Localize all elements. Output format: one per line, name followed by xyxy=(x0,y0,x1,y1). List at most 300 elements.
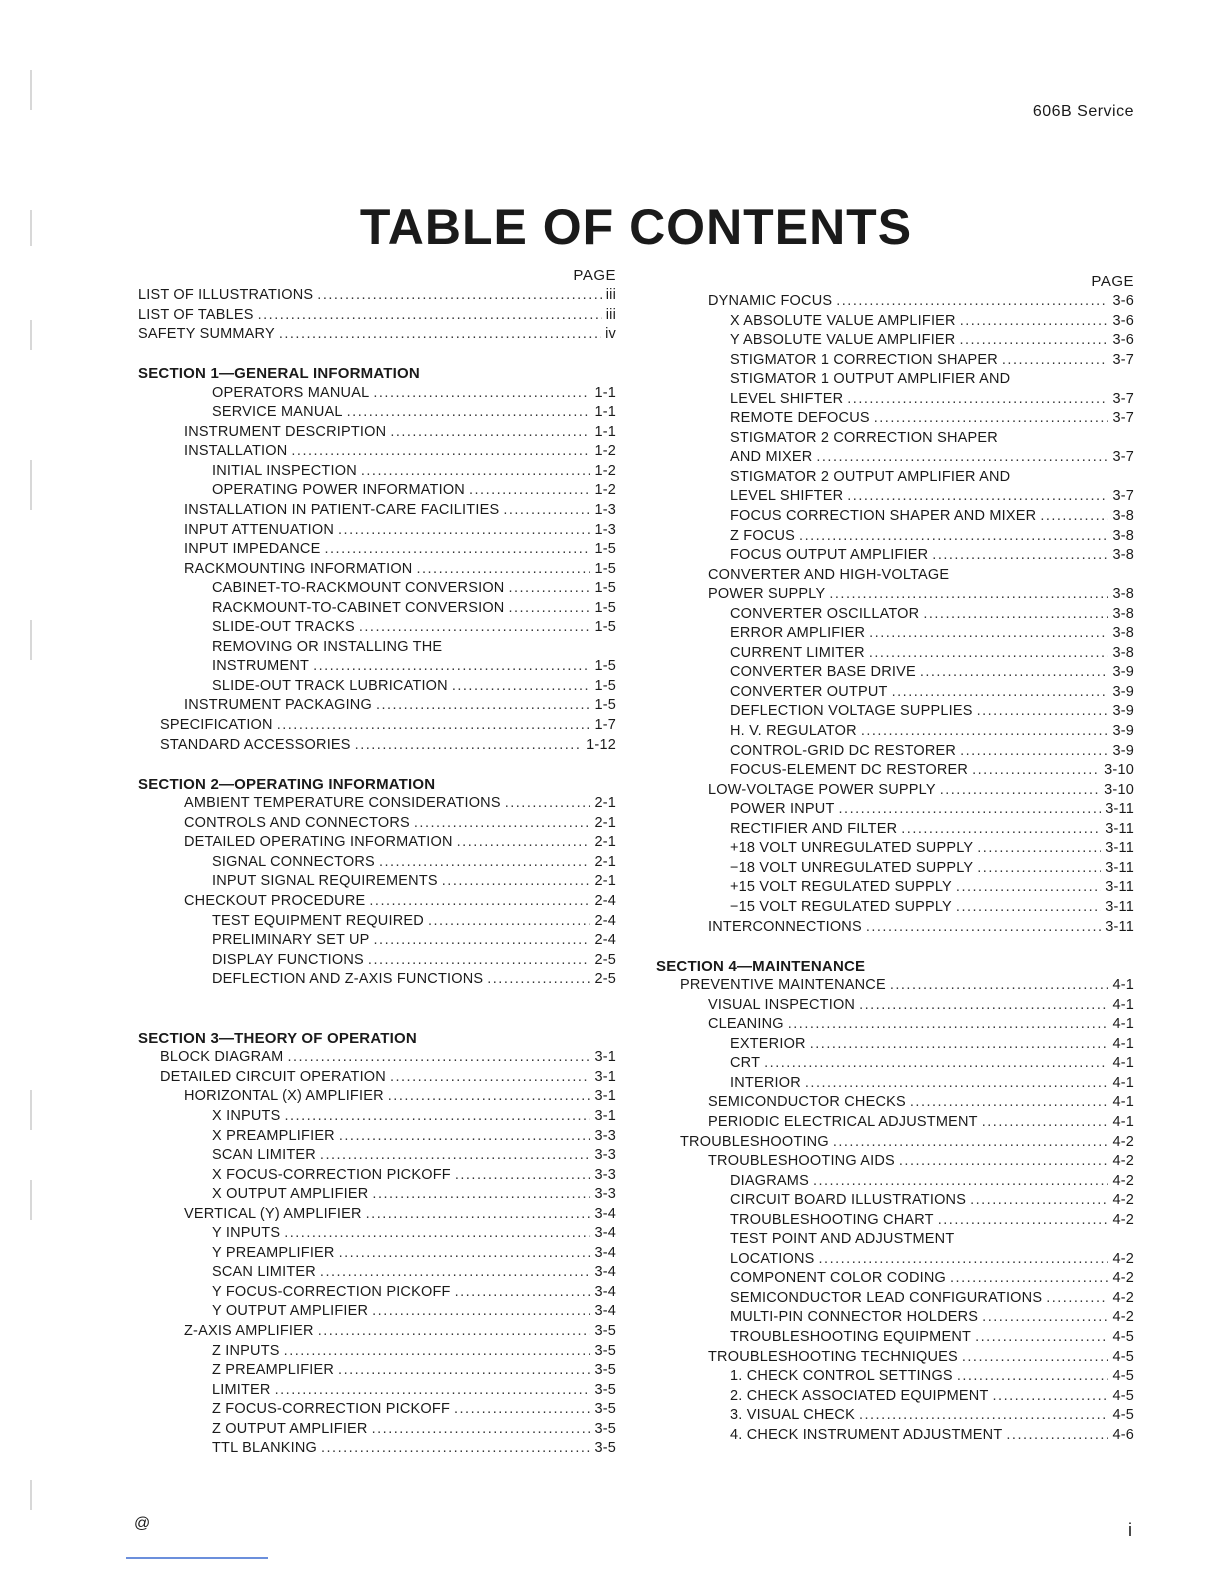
toc-section-heading xyxy=(134,775,616,795)
toc-entry-page: 3-9 xyxy=(1112,703,1134,720)
toc-entry-title: DETAILED OPERATING INFORMATION xyxy=(184,834,453,851)
toc-entry-title: DETAILED CIRCUIT OPERATION xyxy=(160,1068,386,1085)
toc-entry-page: 4-1 xyxy=(1112,1035,1134,1052)
toc-entry-title: SEMICONDUCTOR LEAD CONFIGURATIONS xyxy=(730,1289,1043,1306)
dot-leader xyxy=(388,1087,591,1107)
toc-entry-page: 3-11 xyxy=(1105,879,1134,896)
dot-leader xyxy=(960,742,1108,762)
toc-entry-page: 3-4 xyxy=(594,1264,616,1281)
toc-entry-title: REMOTE DEFOCUS xyxy=(730,410,870,427)
dot-leader xyxy=(977,839,1101,859)
toc-entry-title: CHECKOUT PROCEDURE xyxy=(184,892,366,909)
toc-entry xyxy=(630,996,1134,1016)
toc-entry xyxy=(134,481,616,501)
dot-leader xyxy=(956,898,1101,918)
toc-entry-page: 2-1 xyxy=(594,795,616,812)
toc-entry-title: X INPUTS xyxy=(212,1107,281,1124)
dot-leader xyxy=(982,1308,1108,1328)
toc-entry xyxy=(630,1328,1134,1348)
toc-entry xyxy=(630,742,1134,762)
toc-entry-title: TROUBLESHOOTING TECHNIQUES xyxy=(708,1348,958,1365)
toc-entry-page: 3-7 xyxy=(1112,488,1134,505)
toc-entry xyxy=(630,800,1134,820)
dot-leader xyxy=(847,390,1108,410)
dot-leader xyxy=(938,1211,1109,1231)
toc-entry-title: TROUBLESHOOTING CHART xyxy=(730,1211,934,1228)
toc-entry xyxy=(630,1133,1134,1153)
toc-entry-title: CONVERTER AND HIGH-VOLTAGE xyxy=(708,566,950,583)
toc-entry-title: MULTI-PIN CONNECTOR HOLDERS xyxy=(730,1309,979,1326)
toc-entry-title: BLOCK DIAGRAM xyxy=(160,1049,284,1066)
toc-entry-page: 3-5 xyxy=(594,1381,616,1398)
toc-entry-page: 3-5 xyxy=(594,1322,616,1339)
spacer xyxy=(134,755,616,775)
toc-entry-title: FOCUS OUTPUT AMPLIFIER xyxy=(730,547,929,564)
toc-entry-page: 1-12 xyxy=(586,736,616,753)
dot-leader xyxy=(339,1127,591,1147)
toc-entry xyxy=(134,892,616,912)
dot-leader xyxy=(372,1185,590,1205)
toc-entry xyxy=(630,1152,1134,1172)
toc-entry-title: DEFLECTION VOLTAGE SUPPLIES xyxy=(730,703,973,720)
toc-right-column xyxy=(630,272,1134,1445)
toc-entry-title: SLIDE-OUT TRACK LUBRICATION xyxy=(212,677,448,694)
toc-entry-page: 1-7 xyxy=(594,717,616,734)
toc-entry xyxy=(134,540,616,560)
toc-entry xyxy=(134,384,616,404)
toc-entry-title: RACKMOUNT-TO-CABINET CONVERSION xyxy=(212,599,505,616)
toc-entry-page: 1-1 xyxy=(594,384,616,401)
toc-entry-title: X FOCUS-CORRECTION PICKOFF xyxy=(212,1166,451,1183)
toc-entry xyxy=(630,1289,1134,1309)
toc-entry-title: TTL BLANKING xyxy=(212,1440,317,1457)
toc-entry xyxy=(134,599,616,619)
toc-entry-title: SCAN LIMITER xyxy=(212,1147,316,1164)
toc-entry xyxy=(630,1015,1134,1035)
toc-entry xyxy=(630,722,1134,742)
dot-leader xyxy=(505,794,591,814)
toc-entry xyxy=(134,853,616,873)
toc-entry-title: DYNAMIC FOCUS xyxy=(708,293,833,309)
toc-entry xyxy=(630,605,1134,625)
dot-leader xyxy=(950,1269,1108,1289)
toc-entry-page: 4-6 xyxy=(1112,1426,1134,1443)
toc-entry xyxy=(630,702,1134,722)
dot-leader xyxy=(508,599,590,619)
toc-entry-title: PREVENTIVE MAINTENANCE xyxy=(680,977,886,994)
toc-entry-page: 1-3 xyxy=(594,521,616,538)
dot-leader xyxy=(469,481,590,501)
toc-entry-title: CABINET-TO-RACKMOUNT CONVERSION xyxy=(212,580,505,597)
toc-entry-page: iii xyxy=(605,306,616,323)
toc-entry xyxy=(630,409,1134,429)
toc-entry-page: 3-11 xyxy=(1105,859,1134,876)
dot-leader xyxy=(764,1054,1108,1074)
toc-entry-page: 3-3 xyxy=(594,1127,616,1144)
dot-leader xyxy=(455,1283,591,1303)
dot-leader xyxy=(810,1035,1109,1055)
toc-entry-page: 3-4 xyxy=(594,1205,616,1222)
toc-entry-page: 1-5 xyxy=(594,677,616,694)
toc-entry xyxy=(134,872,616,892)
toc-entry xyxy=(630,1113,1134,1133)
toc-entry-title: Y ABSOLUTE VALUE AMPLIFIER xyxy=(730,332,956,349)
dot-leader xyxy=(508,579,590,599)
toc-entry-title: ERROR AMPLIFIER xyxy=(730,625,866,642)
spacer xyxy=(134,345,616,365)
toc-entry-title: VERTICAL (Y) AMPLIFIER xyxy=(184,1205,362,1222)
toc-entry-title: LOCATIONS xyxy=(730,1250,815,1267)
dot-leader xyxy=(866,918,1101,938)
toc-entry-title: SLIDE-OUT TRACKS xyxy=(212,619,355,636)
toc-entry-title: SERVICE MANUAL xyxy=(212,404,343,421)
toc-entry xyxy=(134,1107,616,1127)
toc-entry-title: INPUT IMPEDANCE xyxy=(184,541,321,558)
dot-leader xyxy=(940,781,1100,801)
toc-entry xyxy=(134,286,616,306)
spacer xyxy=(630,937,1134,957)
toc-entry-page: 1-3 xyxy=(594,502,616,519)
toc-entry xyxy=(134,1127,616,1147)
spacer xyxy=(134,1009,616,1029)
toc-entry-page: 3-3 xyxy=(594,1166,616,1183)
toc-entry xyxy=(630,898,1134,918)
toc-entry xyxy=(134,657,616,677)
toc-entry-page: 3-9 xyxy=(1112,723,1134,740)
toc-entry-page: 3-7 xyxy=(1112,410,1134,427)
dot-leader xyxy=(291,442,590,462)
toc-entry xyxy=(630,761,1134,781)
dot-leader xyxy=(275,1381,591,1401)
toc-entry-page: 3-5 xyxy=(594,1362,616,1379)
toc-entry xyxy=(134,951,616,971)
dot-leader xyxy=(390,423,590,443)
toc-left-column xyxy=(134,266,616,1459)
toc-entry-title: CONVERTER OSCILLATOR xyxy=(730,605,920,622)
toc-entry xyxy=(630,331,1134,351)
dot-leader xyxy=(372,1420,591,1440)
toc-entry-title: X ABSOLUTE VALUE AMPLIFIER xyxy=(730,312,956,329)
dot-leader xyxy=(932,546,1108,566)
dot-leader xyxy=(452,677,591,697)
toc-entry-title: Z FOCUS xyxy=(730,527,796,544)
toc-entry-title: CONTROLS AND CONNECTORS xyxy=(184,814,410,831)
dot-leader xyxy=(859,996,1108,1016)
toc-entry-title: SECTION 1—GENERAL INFORMATION xyxy=(138,365,420,383)
toc-entry xyxy=(134,560,616,580)
toc-entry-page: 3-4 xyxy=(594,1225,616,1242)
toc-entry-page: 4-2 xyxy=(1112,1172,1134,1189)
dot-leader xyxy=(287,1048,590,1068)
dot-leader xyxy=(788,1015,1109,1035)
toc-entry xyxy=(134,403,616,423)
toc-entry-title: DIAGRAMS xyxy=(730,1172,809,1189)
toc-entry-page: 1-2 xyxy=(594,462,616,479)
toc-entry-title: CONTROL-GRID DC RESTORER xyxy=(730,742,957,759)
toc-entry-title: STIGMATOR 2 OUTPUT AMPLIFIER AND xyxy=(730,468,1011,485)
dot-leader xyxy=(972,761,1100,781)
toc-entry xyxy=(134,1244,616,1264)
dot-leader xyxy=(975,1328,1108,1348)
dot-leader xyxy=(339,1244,591,1264)
toc-entry-page: 3-9 xyxy=(1112,742,1134,759)
scan-edge-marks xyxy=(8,60,38,1520)
toc-entry xyxy=(630,1074,1134,1094)
toc-entry-title: RECTIFIER AND FILTER xyxy=(730,820,898,837)
toc-entry-page: 4-2 xyxy=(1112,1192,1134,1209)
dot-leader xyxy=(379,853,591,873)
toc-entry-page: 3-3 xyxy=(594,1147,616,1164)
toc-entry-title: 3. VISUAL CHECK xyxy=(730,1407,855,1424)
toc-entry-page: 3-1 xyxy=(594,1088,616,1105)
toc-entry-title: OPERATING POWER INFORMATION xyxy=(212,482,465,499)
dot-leader xyxy=(816,448,1108,468)
dot-leader xyxy=(970,1191,1108,1211)
toc-entry-page: 3-11 xyxy=(1105,820,1134,837)
toc-entry-page: 2-5 xyxy=(594,951,616,968)
toc-entry xyxy=(134,794,616,814)
toc-entry-page: 4-5 xyxy=(1112,1368,1134,1385)
toc-entry-title: FOCUS CORRECTION SHAPER AND MIXER xyxy=(730,508,1037,525)
toc-entry-title: SAFETY SUMMARY xyxy=(138,326,275,343)
toc-entry-title: 1. CHECK CONTROL SETTINGS xyxy=(730,1368,953,1385)
toc-entry xyxy=(630,859,1134,879)
dot-leader xyxy=(799,527,1108,547)
dot-leader xyxy=(457,833,591,853)
dot-leader xyxy=(1006,1426,1108,1446)
toc-entry xyxy=(134,1205,616,1225)
dot-leader xyxy=(982,1113,1109,1133)
toc-entry-title: AMBIENT TEMPERATURE CONSIDERATIONS xyxy=(184,795,501,812)
toc-entry-page: 1-5 xyxy=(594,619,616,636)
toc-entry-title: INSTRUMENT DESCRIPTION xyxy=(184,423,387,440)
toc-section-heading xyxy=(630,957,1134,977)
dot-leader xyxy=(813,1172,1108,1192)
toc-entry xyxy=(134,1048,616,1068)
toc-entry-page: 1-2 xyxy=(594,482,616,499)
toc-entry xyxy=(630,918,1134,938)
toc-entry xyxy=(134,1087,616,1107)
dot-leader xyxy=(836,292,1108,312)
toc-entry xyxy=(134,1166,616,1186)
dot-leader xyxy=(284,1107,590,1127)
toc-entry xyxy=(630,624,1134,644)
toc-entry-page: 3-8 xyxy=(1112,527,1134,544)
toc-entry xyxy=(134,442,616,462)
dot-leader xyxy=(368,951,591,971)
dot-leader xyxy=(320,1263,591,1283)
dot-leader xyxy=(369,892,590,912)
toc-entry xyxy=(630,312,1134,332)
toc-entry-page: 4-5 xyxy=(1112,1348,1134,1365)
toc-entry xyxy=(134,736,616,756)
toc-entry xyxy=(630,1426,1134,1446)
toc-entry xyxy=(134,1361,616,1381)
toc-entry-page: 4-5 xyxy=(1112,1387,1134,1404)
toc-entry-title: TROUBLESHOOTING EQUIPMENT xyxy=(730,1328,972,1345)
toc-entry-title: HORIZONTAL (X) AMPLIFIER xyxy=(184,1088,384,1105)
toc-entry-title: POWER SUPPLY xyxy=(708,586,826,603)
toc-entry-page: 4-2 xyxy=(1112,1153,1134,1170)
toc-entry-title: CONVERTER OUTPUT xyxy=(730,683,888,700)
toc-entry-title: REMOVING OR INSTALLING THE xyxy=(212,638,443,655)
toc-entry-title: LIMITER xyxy=(212,1381,271,1398)
toc-entry-page: 3-4 xyxy=(594,1283,616,1300)
toc-section-heading xyxy=(134,364,616,384)
toc-entry-title: X PREAMPLIFIER xyxy=(212,1127,335,1144)
manual-id: 606B Service xyxy=(1032,103,1134,120)
toc-entry-title: Z OUTPUT AMPLIFIER xyxy=(212,1420,368,1437)
toc-section-heading xyxy=(134,1029,616,1049)
dot-leader xyxy=(318,1322,591,1342)
toc-entry-page: 3-8 xyxy=(1112,605,1134,622)
toc-entry-page: 3-7 xyxy=(1112,449,1134,466)
toc-entry xyxy=(630,1308,1134,1328)
toc-entry-page: 4-1 xyxy=(1112,1094,1134,1111)
toc-entry xyxy=(630,839,1134,859)
toc-entry xyxy=(630,1191,1134,1211)
toc-entry xyxy=(134,716,616,736)
dot-leader xyxy=(277,716,591,736)
toc-entry-page: 4-1 xyxy=(1112,1113,1134,1130)
toc-entry-page: 2-4 xyxy=(594,892,616,909)
toc-entry-title: LEVEL SHIFTER xyxy=(730,488,844,505)
toc-entry-title: Y FOCUS-CORRECTION PICKOFF xyxy=(212,1283,451,1300)
toc-entry xyxy=(134,1322,616,1342)
toc-entry-page: 3-4 xyxy=(594,1303,616,1320)
toc-entry xyxy=(630,546,1134,566)
toc-entry-page: 2-4 xyxy=(594,932,616,949)
toc-entry-title: TROUBLESHOOTING AIDS xyxy=(708,1153,895,1170)
toc-entry xyxy=(134,1439,616,1459)
dot-leader xyxy=(347,403,591,423)
toc-entry xyxy=(630,663,1134,683)
toc-entry-page: 3-8 xyxy=(1112,625,1134,642)
toc-entry-title: SPECIFICATION xyxy=(160,717,273,734)
toc-entry-title: EXTERIOR xyxy=(730,1035,806,1052)
dot-leader xyxy=(279,325,601,345)
toc-entry-page: 3-8 xyxy=(1112,586,1134,603)
toc-entry-page: 2-1 xyxy=(594,814,616,831)
toc-entry xyxy=(630,820,1134,840)
toc-entry xyxy=(630,878,1134,898)
toc-entry-page: 3-5 xyxy=(594,1420,616,1437)
toc-entry-page: 4-1 xyxy=(1112,1055,1134,1072)
toc-entry-page: 2-4 xyxy=(594,912,616,929)
toc-entry xyxy=(134,1302,616,1322)
toc-entry-page: 1-2 xyxy=(594,443,616,460)
dot-leader xyxy=(503,501,590,521)
toc-entry-title: 4. CHECK INSTRUMENT ADJUSTMENT xyxy=(730,1426,1003,1443)
toc-entry-page: 3-10 xyxy=(1104,781,1134,798)
toc-entry xyxy=(630,351,1134,371)
toc-entry-page: 1-5 xyxy=(594,658,616,675)
toc-entry-page: 1-5 xyxy=(594,697,616,714)
toc-entry xyxy=(630,683,1134,703)
toc-entry-title: SEMICONDUCTOR CHECKS xyxy=(708,1094,906,1111)
toc-entry-title: INSTRUMENT xyxy=(212,658,310,675)
dot-leader xyxy=(338,1361,590,1381)
toc-entry-title: −15 VOLT REGULATED SUPPLY xyxy=(730,898,952,915)
toc-entry-page: 3-11 xyxy=(1105,840,1134,857)
toc-entry-title: VISUAL INSPECTION xyxy=(708,996,856,1013)
toc-entry-title: TEST POINT AND ADJUSTMENT xyxy=(730,1231,955,1248)
toc-entry xyxy=(134,521,616,541)
dot-leader xyxy=(372,1302,590,1322)
dot-leader xyxy=(416,560,590,580)
dot-leader xyxy=(957,1367,1109,1387)
toc-entry-title: Z PREAMPLIFIER xyxy=(212,1362,335,1379)
toc-entry-page: 4-2 xyxy=(1112,1211,1134,1228)
toc-entry-page: 3-8 xyxy=(1112,644,1134,661)
dot-leader xyxy=(861,722,1109,742)
bottom-rule xyxy=(126,1557,268,1559)
toc-entry-page: 2-1 xyxy=(594,853,616,870)
toc-entry xyxy=(134,833,616,853)
toc-entry xyxy=(630,1387,1134,1407)
dot-leader xyxy=(320,1146,591,1166)
toc-entry-page: 1-5 xyxy=(594,541,616,558)
dot-leader xyxy=(442,872,591,892)
toc-entry-title: TEST EQUIPMENT REQUIRED xyxy=(212,912,424,929)
toc-entry xyxy=(134,912,616,932)
toc-entry-title: Z FOCUS-CORRECTION PICKOFF xyxy=(212,1401,450,1418)
toc-entry-page: 1-1 xyxy=(594,404,616,421)
toc-entry-title: INITIAL INSPECTION xyxy=(212,462,357,479)
toc-entry-title: STANDARD ACCESSORIES xyxy=(160,736,351,753)
dot-leader xyxy=(839,800,1102,820)
toc-entry xyxy=(630,429,1134,449)
toc-entry xyxy=(134,1185,616,1205)
dot-leader xyxy=(455,1166,591,1186)
toc-entry-title: +18 VOLT UNREGULATED SUPPLY xyxy=(730,840,974,857)
toc-entry-title: POWER INPUT xyxy=(730,801,835,818)
toc-entry xyxy=(134,325,616,345)
toc-entry-title: TROUBLESHOOTING xyxy=(680,1133,829,1150)
dot-leader xyxy=(923,605,1108,625)
toc-entry-page: 4-2 xyxy=(1112,1289,1134,1306)
dot-leader xyxy=(390,1068,590,1088)
toc-entry-page: 4-2 xyxy=(1112,1309,1134,1326)
toc-entry-page: 3-6 xyxy=(1112,293,1134,309)
toc-entry-title: INSTALLATION IN PATIENT-CARE FACILITIES xyxy=(184,502,500,519)
toc-entry-title: RACKMOUNTING INFORMATION xyxy=(184,560,413,577)
dot-leader xyxy=(890,976,1109,996)
toc-entry xyxy=(630,1211,1134,1231)
dot-leader xyxy=(859,1406,1108,1426)
dot-leader xyxy=(892,683,1109,703)
toc-entry xyxy=(134,814,616,834)
toc-entry-title: OPERATORS MANUAL xyxy=(212,384,370,401)
toc-entry-page: 4-5 xyxy=(1112,1407,1134,1424)
toc-entry-page: 3-10 xyxy=(1104,762,1134,779)
toc-entry xyxy=(630,448,1134,468)
toc-entry-page: 1-1 xyxy=(594,423,616,440)
page-title: TABLE OF CONTENTS xyxy=(359,199,913,255)
dot-leader xyxy=(258,306,602,326)
dot-leader xyxy=(359,618,591,638)
toc-entry-title: LIST OF ILLUSTRATIONS xyxy=(138,287,314,303)
dot-leader xyxy=(284,1342,591,1362)
toc-entry-title: LOW-VOLTAGE POWER SUPPLY xyxy=(708,781,936,798)
toc-entry xyxy=(630,1406,1134,1426)
toc-entry-page: 3-1 xyxy=(594,1068,616,1085)
toc-entry-title: CURRENT LIMITER xyxy=(730,644,865,661)
toc-entry xyxy=(630,507,1134,527)
toc-entry-title: STIGMATOR 2 CORRECTION SHAPER xyxy=(730,429,998,446)
dot-leader xyxy=(874,409,1109,429)
dot-leader xyxy=(324,540,590,560)
